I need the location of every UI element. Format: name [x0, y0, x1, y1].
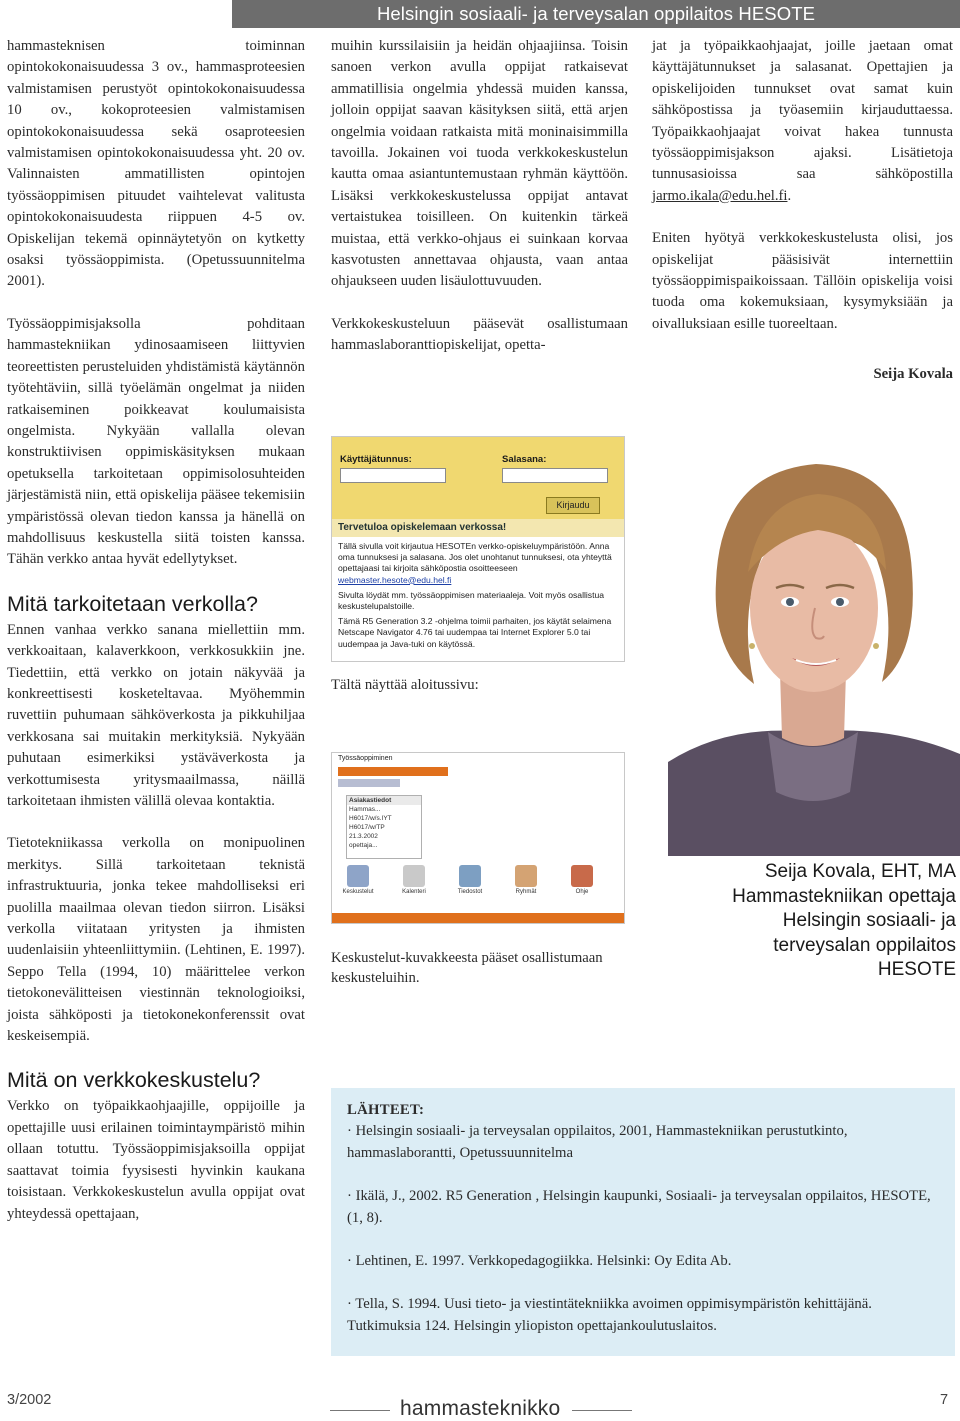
paragraph: Verkko on työpaikkaohjaajille, oppijoille ja opettajille uusi erilainen toimintaympäristö mihin ollaan totuttu. Työssäoppimisjaksoilla oppijat saattavat toimia fyysisesti hyvinkin kaukana toisistaan. Verkkokeskustelun avulla oppijat ovat yhteydessä opettajaan, — [7, 1098, 305, 1222]
password-label: Salasana: — [502, 454, 547, 465]
help-icon — [571, 865, 593, 887]
info-box-title: Asiakastiedot — [347, 796, 421, 805]
tool-label: Ryhmät — [515, 889, 537, 895]
caption-line: Helsingin sosiaali- ja — [782, 910, 956, 931]
reference-item: · Helsingin sosiaali- ja terveysalan oppilaitos, 2001, Hammastekniikan perustutkinto, hammaslaborantti, Opetussuunnitelma — [347, 1123, 848, 1161]
paragraph: Tietotekniikassa verkolla on monipuolinen merkitys. Sillä tarkoitetaan teknistä infrastruktuuria, jonka tekee mahdolliseksi eri puolilla maailmaa olevan tiedon siirron. Lisäksi verkolla viitataan yritysten ja ihmisten uudenlaisiin yhteenliittymiin. (Lehtinen, E. 1997). Seppo Tella (1994, 10) määrittelee verkon tietokonevälitteisen viestinnän teknologioiksi, joista sähköposti ja tietokonekonferenssit ovat keskeisempiä. — [7, 835, 305, 1045]
info-box-line: H6017/w/TP — [349, 824, 385, 831]
subheading: Mitä on verkkokeskustelu? — [7, 1068, 261, 1093]
screenshot-caption: Tältä näyttää aloitussivu: — [331, 677, 479, 693]
info-box-line: Hammas... — [349, 806, 381, 813]
paragraph: Työssäoppimisjaksolla pohditaan hammastekniikan ydinosaamiseen liittyvien teoreettisten perusteluiden yhdistämistä käytännön työtehtäviin, sillä työelämän ongelmat ja niiden ratkaiseminen poikkeavat koulumaisista ongelmista. Nykyään vallalla olevan konstruktiivisen oppimiskäsityksen mukaan opetuksella tarkoitetaan oppimisolosuhteiden järjestämistä niin, että opiskelija pääsee tekemisiin ympäristössä olevan tiedon kanssa ja hänellä on mahdollisuus keskustella siitä toisten kanssa. Tähän verkko antaa hyvät edellytykset. — [7, 315, 305, 568]
header-title: Helsingin sosiaali- ja terveysalan oppilaitos HESOTE — [376, 3, 816, 24]
tool-label: Ohje — [575, 889, 589, 895]
course-tab: Työssäoppiminen — [338, 755, 393, 762]
info-box-line: 21.3.2002 — [349, 833, 378, 840]
files-tool — [452, 865, 488, 895]
body-text: Tällä sivulla voit kirjautua HESOTEn verkko-opiskeluympäristöön. Anna oma tunnuksesi ja salasana. Jos olet unohtanut tunnuksesi, ota yhteyttä opettajaasi tai kirjoita sähköpostia osoitteeseen — [338, 541, 612, 574]
password-input — [502, 468, 608, 483]
paragraph-end: . — [787, 187, 792, 204]
paragraph: Verkkokeskusteluun pääsevät osallistumaan hammaslaboranttiopiskelijat, opetta- — [331, 315, 628, 354]
paragraph — [652, 36, 953, 207]
course-footer-bar — [332, 913, 624, 923]
info-box-line: H6017/w/s.IYT — [349, 815, 392, 822]
login-page-screenshot — [331, 436, 625, 662]
caption-line: terveysalan oppilaitos — [773, 934, 956, 956]
paragraph: Ennen vanhaa verkko sanana miellettiin mm. verkkoaitaan, kalaverkkoon, verkkosukkiin jne. Tiedettiin, että verkko on jotain näkyvää ja konkreettisesti kosketeltavaa. Myöhemmin ruvettiin puhumaan sähköverkosta ja pikkuhiljaa verkkosana sai muitakin merkityksiä. Nykyään puhutaan esimerkiksi ystäväverkosta ja verkottumisesta yritysmaailmassa, näillä tarkoitetaan ihmisten välillä olevaa kontaktia. — [7, 621, 305, 809]
reference-item: · Lehtinen, E. 1997. Verkkopedagogiikka. Helsinki: Oy Edita Ab. — [347, 1253, 732, 1270]
calendar-icon — [403, 865, 425, 887]
tool-icons — [340, 865, 620, 905]
caption-line: HESOTE — [877, 959, 956, 980]
article-column-2 — [331, 36, 628, 357]
groups-tool — [508, 865, 544, 895]
course-title-bar — [338, 767, 448, 776]
subheading: Mitä tarkoitetaan verkolla? — [7, 591, 258, 616]
login-button: Kirjaudu — [546, 497, 600, 514]
groups-icon — [515, 865, 537, 887]
issue-number: 3/2002 — [7, 1392, 52, 1408]
paragraph: hammasteknisen toiminnan opintokokonaisuudessa 3 ov., hammasproteesien valmistamisen perustyöt opintokokonaisuudessa 10 ov., kokoproteesien valmistamisen opintokokonaisuudessa sekä osaproteesien valmistamisen opintokokonaisuudessa yht. 20 ov. Valinnaisten ammatillisten opintojen työssäoppimisen pituudet vaihtelevat valitusta opintokokonaisuudesta riippuen 4-5 ov. Opiskelijan tekemä opinnäytetyön on kytketty osaksi työssäoppimista. (Opetussuunnitelma 2001). — [7, 38, 305, 290]
screenshot-caption: Keskustelut-kuvakkeesta pääset osallistumaan keskusteluihin. — [331, 950, 603, 986]
help-tool — [564, 865, 600, 895]
tool-label: Tiedostot — [457, 889, 483, 895]
footer-rule-left — [330, 1410, 390, 1411]
reference-item: · Ikälä, J., 2002. R5 Generation , Helsingin kaupunki, Sosiaali- ja terveysalan oppilaitos, HESOTE, (1, 8). — [347, 1188, 931, 1226]
files-icon — [459, 865, 481, 887]
article-column-3 — [652, 36, 953, 335]
webmaster-link: webmaster.hesote@edu.hel.fi — [338, 574, 452, 585]
paragraph-text: jat ja työpaikkaohjaajat, joille jaetaan omat käyttäjätunnukset ja salasanat. Opettajien ja opiskelijoiden tunnukset ovat samat kuin sähköpostissa ja työasemiin kirjauduttaessa. Työpaikkaohjaajat voivat hakea tunnusta työssäoppimisjakson ajaksi. Lisätietoja tunnusasioissa saa sähköpostilla — [652, 38, 953, 183]
tool-label: Kalenteri — [402, 889, 426, 895]
references-box — [331, 1088, 955, 1356]
discussions-tool — [340, 865, 376, 895]
course-page-screenshot — [331, 752, 625, 924]
author-signature: Seija Kovala — [873, 366, 953, 382]
course-subbar — [338, 779, 400, 787]
paragraph: Eniten hyötyä verkkokeskustelusta olisi, jos opiskelijat pääsisivät internettiin työssäoppimispaikoissaan. Tällöin opiskelija voisi tuoda oma kokemuksiaan, kysymyksiään ja oivalluksiaan esille tuoreeltaan. — [652, 230, 953, 332]
caption-line: Seija Kovala, EHT, MA — [764, 861, 956, 882]
caption-line: Hammastekniikan opettaja — [732, 885, 956, 907]
magazine-brand: hammasteknikko — [400, 1397, 561, 1420]
info-box — [346, 795, 422, 859]
references-title: LÄHTEET: — [347, 1102, 425, 1118]
welcome-heading: Tervetuloa opiskelemaan verkossa! — [332, 519, 624, 537]
login-page-body — [338, 541, 618, 654]
username-label: Käyttäjätunnus: — [340, 454, 412, 465]
author-portrait-photo — [668, 432, 960, 856]
portrait-caption — [680, 860, 956, 983]
calendar-tool — [396, 865, 432, 895]
email-link[interactable]: jarmo.ikala@edu.hel.fi — [652, 187, 788, 204]
paragraph: muihin kurssilaisiin ja heidän ohjaajiinsa. Toisin sanoen verkon avulla oppijat ratkaisevat ammatillisia ongelmia yhdessä muiden kanssa, jolloin oppijat saavan käsityksen siitä, että arjen ongelmia voidaan ratkaista mitä moninaisimmilla tavoilla. Jokainen voi tuoda verkkokeskustelun kautta omaa asiantuntemustaan ryhmän käyttöön. Lisäksi verkkokeskustelussa oppijat antavat vertaistukea toisilleen. On kuitenkin tärkeä muistaa, että verkko-ohjaus ei suinkaan korvaa kasvotusten annettavaa ohjausta, vaan antaa ohjaukseen uuden lisäulottuvuuden. — [331, 38, 628, 290]
footer-rule-right — [572, 1410, 632, 1411]
header-bar — [232, 0, 960, 28]
article-column-1 — [7, 36, 305, 1225]
reference-item: · Tella, S. 1994. Uusi tieto- ja viestintätekniikka avoimen oppimisympäristön kehittäjänä. Tutkimuksia 124. Helsingin yliopiston opettajankoulutuslaitos. — [347, 1296, 872, 1334]
discussions-icon — [347, 865, 369, 887]
username-input — [340, 468, 446, 483]
portrait-illustration — [668, 432, 960, 856]
body-text: Tämä R5 Generation 3.2 -ohjelma toimii parhaiten, jos käytät selaimena Netscape Navigator 4.76 tai uudempaa tai Internet Explorer 5.0 tai uudempaa ja Java-tuki on käytössä. — [338, 616, 612, 649]
page-number: 7 — [940, 1392, 949, 1408]
info-box-line: opettaja... — [349, 842, 378, 849]
body-text: Sivulta löydät mm. työssäoppimisen materiaaleja. Voit myös osallistua keskustelupalstoille. — [338, 589, 605, 612]
tool-label: Keskustelut — [342, 889, 374, 895]
